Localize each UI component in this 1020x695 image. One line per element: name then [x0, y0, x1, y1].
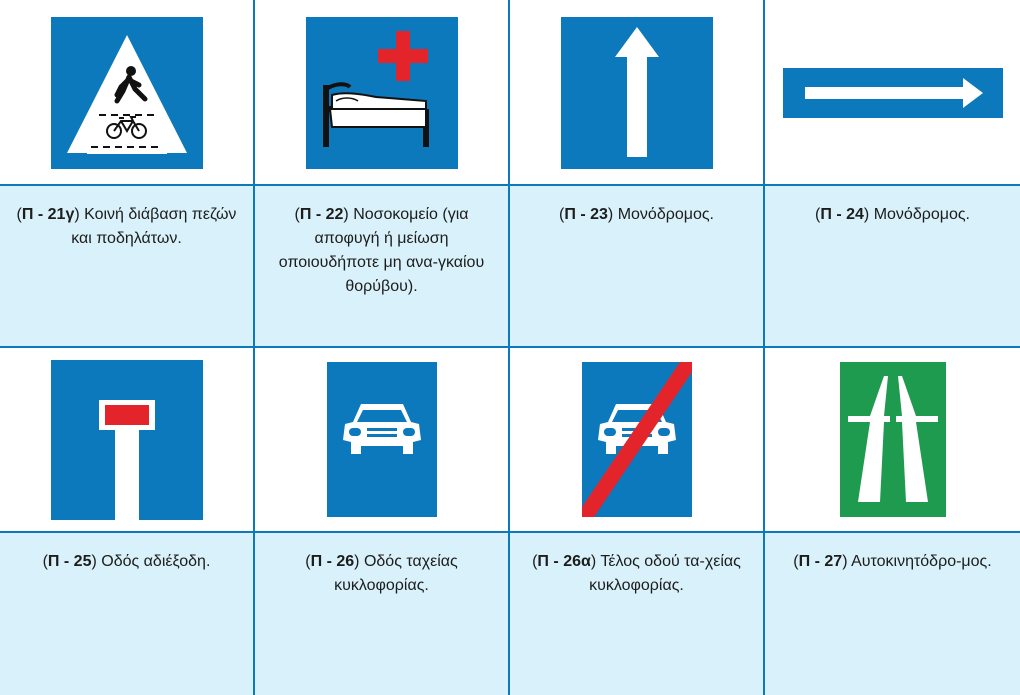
- sign-label: Μονόδρομος.: [617, 206, 714, 223]
- caption-p24: (Π - 24) Μονόδρομος.: [765, 185, 1020, 347]
- row-divider: [0, 184, 1020, 186]
- sign-cell-p21g: [0, 0, 255, 185]
- caption-p26a: (Π - 26α) Τέλος οδού τα-χείας κυκλοφορίας.: [510, 532, 765, 695]
- caption-p22: (Π - 22) Νοσοκομείο (για αποφυγή ή μείωση οποιουδήποτε μη ανα-γκαίου θορύβου).: [255, 185, 510, 347]
- sign-code: Π - 22: [299, 206, 344, 223]
- sign-label: Τέλος οδού τα-χείας κυκλοφορίας.: [589, 553, 741, 594]
- dead-end-sign-icon: [51, 360, 203, 520]
- sign-cell-p26: [255, 347, 510, 532]
- sign-code: Π - 23: [564, 206, 608, 223]
- row-divider: [0, 531, 1020, 533]
- caption-p27: (Π - 27) Αυτοκινητόδρο-μος.: [765, 532, 1020, 695]
- sign-label: Μονόδρομος.: [873, 206, 970, 223]
- expressway-sign-icon: [327, 362, 437, 517]
- sign-code: Π - 24: [820, 206, 864, 223]
- sign-code: Π - 25: [47, 553, 92, 570]
- sign-label: Αυτοκινητόδρο-μος.: [851, 553, 992, 570]
- pedestrian-bicycle-crossing-sign-icon: [51, 17, 203, 169]
- sign-label: Οδός ταχείας κυκλοφορίας.: [334, 553, 458, 594]
- sign-cell-p24: [765, 0, 1020, 185]
- caption-p21g: (Π - 21γ) Κοινή διάβαση πεζών και ποδηλάτων.: [0, 185, 255, 347]
- sign-code: Π - 26α: [537, 553, 591, 570]
- caption-p25: (Π - 25) Οδός αδιέξοδη.: [0, 532, 255, 695]
- sign-cell-p27: [765, 347, 1020, 532]
- hospital-sign-icon: [306, 17, 458, 169]
- one-way-right-sign-icon: [783, 68, 1003, 118]
- sign-cell-p26a: [510, 347, 765, 532]
- caption-p26: (Π - 26) Οδός ταχείας κυκλοφορίας.: [255, 532, 510, 695]
- one-way-up-sign-icon: [561, 17, 713, 169]
- sign-cell-p22: [255, 0, 510, 185]
- sign-label: Νοσοκομείο (για αποφυγή ή μείωση οποιουδήποτε μη ανα-γκαίου θορύβου).: [278, 206, 485, 295]
- sign-cell-p25: [0, 347, 255, 532]
- sign-code: Π - 26: [310, 553, 355, 570]
- sign-cell-p23: [510, 0, 765, 185]
- caption-p23: (Π - 23) Μονόδρομος.: [510, 185, 765, 347]
- sign-label: Κοινή διάβαση πεζών και ποδηλάτων.: [71, 206, 237, 247]
- sign-code: Π - 27: [798, 553, 843, 570]
- motorway-sign-icon: [840, 362, 946, 517]
- sign-label: Οδός αδιέξοδη.: [101, 553, 211, 570]
- end-of-expressway-sign-icon: [582, 362, 692, 517]
- row-divider: [0, 346, 1020, 348]
- sign-code: Π - 21γ: [21, 206, 75, 223]
